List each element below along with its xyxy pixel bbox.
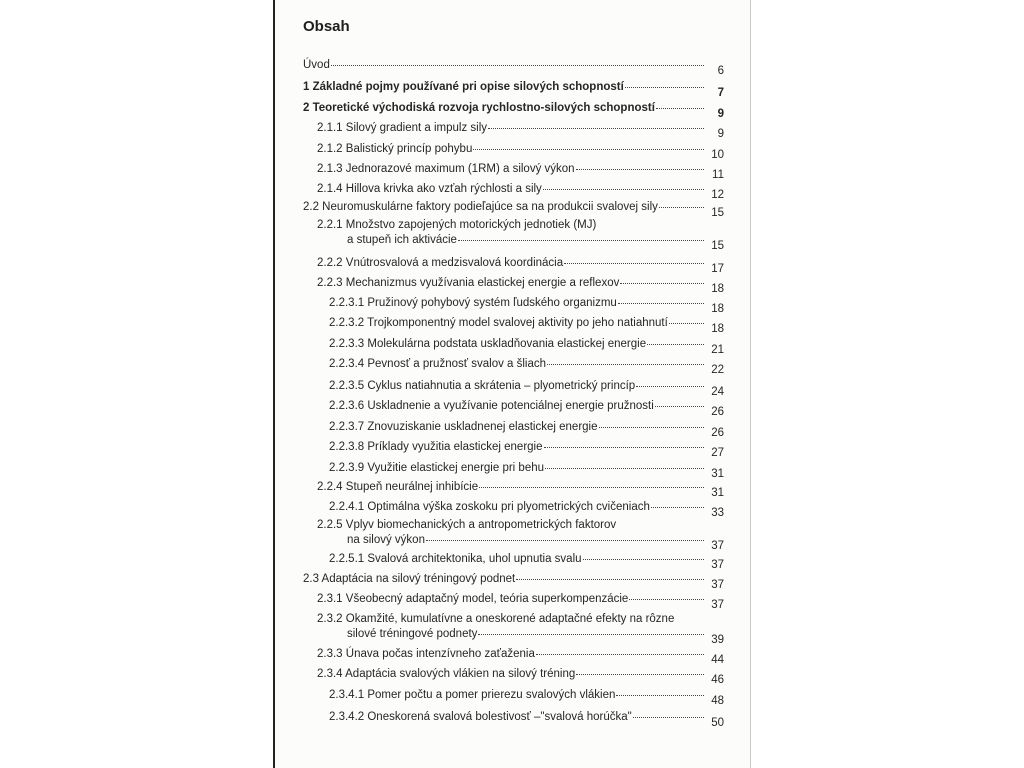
toc-entry (303, 80, 724, 99)
toc-page-number: 9 (717, 108, 724, 120)
toc-entry-row (329, 399, 724, 418)
dot-leader (659, 207, 704, 208)
dot-leader (544, 447, 705, 448)
toc-page-number: 9 (717, 128, 724, 140)
toc-entry-title: 2.3.4 Adaptácia svalových vlákien na silový tréning (317, 668, 576, 680)
toc-entry-row (303, 200, 724, 219)
toc-entry (329, 316, 724, 335)
toc-entry (303, 200, 724, 219)
toc-entry-title: 2.2.3.8 Príklady využitia elastickej energie (329, 441, 543, 453)
toc-entry-row (317, 182, 724, 201)
toc-entry-row (329, 500, 724, 519)
toc-entry (329, 710, 724, 729)
dot-leader (547, 364, 704, 365)
dot-leader (629, 599, 704, 600)
toc-entry-title: 2.3.4.1 Pomer počtu a pomer prierezu svalových vlákien (329, 689, 616, 701)
toc-entry-title: 2.2 Neuromuskulárne faktory podieľajúce sa na produkcii svalovej sily (303, 201, 658, 213)
toc-page-number: 18 (711, 323, 724, 335)
toc-entry (303, 58, 724, 77)
toc-page-number: 10 (711, 149, 724, 161)
dot-leader (656, 108, 704, 109)
toc-entry (329, 420, 724, 439)
toc-entry (317, 162, 724, 181)
dot-leader (669, 323, 704, 324)
toc-entry-title: 2.2.3.5 Cyklus natiahnutia a skrátenia – plyometrický princíp (329, 380, 636, 392)
toc-page-number: 15 (711, 240, 724, 253)
toc-entry-title: 2.2.5.1 Svalová architektonika, uhol upnutia svalu (329, 553, 582, 565)
toc-entry-row (317, 533, 724, 553)
toc-entry-title: 2.1.4 Hillova krivka ako vzťah rýchlosti a sily (317, 183, 542, 195)
toc-page-number: 37 (711, 579, 724, 591)
toc-entry-title: 2.3 Adaptácia na silový tréningový podnet (303, 573, 516, 585)
toc-entry (329, 379, 724, 398)
toc-entry (317, 256, 724, 275)
toc-entry-row (303, 101, 724, 120)
toc-entry-row (303, 80, 724, 99)
toc-entry-row (317, 142, 724, 161)
toc-entry (317, 218, 724, 253)
toc-page-number: 26 (711, 427, 724, 439)
dot-leader (543, 189, 704, 190)
toc-entry (329, 337, 724, 356)
toc-entry (329, 357, 724, 376)
toc-entry-title: 2.2.3 Mechanizmus využívania elastickej energie a reflexov (317, 277, 620, 289)
toc-entry-title: Úvod (303, 59, 330, 71)
dot-leader (647, 344, 704, 345)
toc-page-number: 15 (711, 207, 724, 219)
dot-leader (473, 149, 704, 150)
toc-entry-title: 2.2.3.4 Pevnosť a pružnosť svalov a šliach (329, 358, 547, 370)
toc-entry (317, 612, 724, 647)
toc-entry-title: 2.3.3 Únava počas intenzívneho zaťaženia (317, 648, 535, 660)
dot-leader (478, 634, 704, 635)
toc-page-number: 50 (711, 717, 724, 729)
toc-entry-title: silové tréningové podnety (347, 628, 478, 641)
dot-leader (583, 559, 704, 560)
toc-entry-row (317, 276, 724, 295)
dot-leader (636, 386, 704, 387)
toc-page-number: 48 (711, 695, 724, 707)
dot-leader (488, 128, 704, 129)
book-page (273, 0, 751, 768)
toc-entry-row (317, 233, 724, 253)
dot-leader (599, 427, 705, 428)
toc-entry (317, 182, 724, 201)
toc-entry-row (317, 480, 724, 499)
toc-entry-row (329, 688, 724, 707)
toc-page-number: 18 (711, 303, 724, 315)
toc-page-number: 39 (711, 634, 724, 647)
dot-leader (651, 507, 704, 508)
toc-entry-row (329, 357, 724, 376)
dot-leader (545, 468, 704, 469)
dot-leader (625, 87, 704, 88)
toc-entry (329, 461, 724, 480)
toc-entry-title: 2.2.4.1 Optimálna výška zoskoku pri plyometrických cvičeniach (329, 501, 650, 513)
toc-entry (317, 592, 724, 611)
toc-entry-row (317, 121, 724, 140)
toc-entry-row (329, 337, 724, 356)
toc-page-number: 11 (712, 169, 724, 181)
toc-page-number: 31 (711, 468, 724, 480)
toc-page-number: 7 (717, 87, 724, 99)
toc-page-number: 6 (717, 65, 724, 77)
toc-page-number: 33 (711, 507, 724, 519)
dot-leader (633, 717, 704, 718)
toc-page-number: 27 (711, 447, 724, 459)
toc-entry-title: 2.1.1 Silový gradient a impulz sily (317, 122, 488, 134)
toc-entry-row (317, 592, 724, 611)
toc-entry-row (317, 162, 724, 181)
toc-entry-title: 2.3.1 Všeobecný adaptačný model, teória superkompenzácie (317, 593, 629, 605)
toc-entry-row (329, 420, 724, 439)
toc-page-number: 24 (711, 386, 724, 398)
toc-page-number: 37 (711, 599, 724, 611)
toc-entry-row (329, 379, 724, 398)
dot-leader (576, 674, 704, 675)
toc-entry-row (303, 572, 724, 591)
toc-entry-row (329, 440, 724, 459)
toc-entry (317, 121, 724, 140)
toc-entry-title: 1 Základné pojmy používané pri opise silových schopností (303, 81, 624, 93)
toc-entry-title-line: 2.2.5 Vplyv biomechanických a antropometrických faktorov (317, 519, 617, 531)
toc-entry-title-line: 2.2.1 Množstvo zapojených motorických jednotiek (MJ) (317, 219, 597, 231)
toc-entry (329, 552, 724, 571)
toc-entry (329, 296, 724, 315)
toc-entry (303, 572, 724, 591)
toc-entry (317, 142, 724, 161)
dot-leader (620, 283, 704, 284)
toc-entry-row (317, 256, 724, 275)
toc-entry-title: 2.2.3.1 Pružinový pohybový systém ľudského organizmu (329, 297, 617, 309)
toc-entry-row (329, 552, 724, 571)
toc-entry (329, 500, 724, 519)
toc-page-number: 37 (711, 559, 724, 571)
toc-entry-title: na silový výkon (347, 534, 425, 547)
toc-page-number: 21 (711, 344, 724, 356)
toc-entry-title: 2.1.2 Balistický princíp pohybu (317, 143, 473, 155)
toc-page-number: 31 (711, 487, 724, 499)
toc-entry-title-line: 2.3.2 Okamžité, kumulatívne a oneskorené adaptačné efekty na rôzne (317, 613, 675, 625)
dot-leader (331, 65, 704, 66)
toc-entry-row (329, 710, 724, 729)
toc-entry-title: 2.1.3 Jednorazové maximum (1RM) a silový výkon (317, 163, 575, 175)
toc-entry-title: 2 Teoretické východiská rozvoja rychlostno-silových schopností (303, 102, 655, 114)
toc-entry-title: 2.2.4 Stupeň neurálnej inhibície (317, 481, 479, 493)
toc-entry (329, 399, 724, 418)
toc-entry-row (317, 667, 724, 686)
toc-entry-title: 2.2.3.3 Molekulárna podstata uskladňovania elastickej energie (329, 338, 647, 350)
toc-entry-row (317, 627, 724, 647)
dot-leader (536, 654, 704, 655)
toc-entry-row (317, 647, 724, 666)
dot-leader (576, 169, 704, 170)
toc-entry (317, 647, 724, 666)
toc-entry (329, 440, 724, 459)
toc-entry-row (303, 58, 724, 77)
page-title: Obsah (303, 18, 350, 35)
toc-entry (317, 667, 724, 686)
dot-leader (458, 240, 704, 241)
toc-entry-title: a stupeň ich aktivácie (347, 234, 457, 247)
toc-page-number: 46 (711, 674, 724, 686)
toc-entry (329, 688, 724, 707)
toc-page-number: 18 (711, 283, 724, 295)
toc-entry-row (329, 296, 724, 315)
toc-entry (317, 518, 724, 553)
toc-entry (303, 101, 724, 120)
toc-page-number: 17 (711, 263, 724, 275)
toc-page-number: 44 (711, 654, 724, 666)
toc-entry-title: 2.2.3.9 Využitie elastickej energie pri behu (329, 462, 545, 474)
toc-entry-title: 2.2.2 Vnútrosvalová a medzisvalová koordinácia (317, 257, 564, 269)
toc-entry-title: 2.2.3.2 Trojkomponentný model svalovej aktivity po jeho natiahnutí (329, 317, 668, 329)
toc-entry-title: 2.2.3.7 Znovuziskanie uskladnenej elastickej energie (329, 421, 598, 433)
toc-page-number: 22 (711, 364, 724, 376)
toc-entry-row (329, 316, 724, 335)
dot-leader (564, 263, 704, 264)
toc-page-number: 12 (711, 189, 724, 201)
dot-leader (616, 695, 704, 696)
toc-entry (317, 276, 724, 295)
toc-entry-row (329, 461, 724, 480)
toc-page-number: 26 (711, 406, 724, 418)
dot-leader (479, 487, 704, 488)
toc-entry-title: 2.3.4.2 Oneskorená svalová bolestivosť –"svalová horúčka" (329, 711, 632, 723)
toc-page-number: 37 (711, 540, 724, 553)
dot-leader (618, 303, 704, 304)
toc-entry-title: 2.2.3.6 Uskladnenie a využívanie potenciálnej energie pružnosti (329, 400, 654, 412)
dot-leader (516, 579, 704, 580)
dot-leader (426, 540, 704, 541)
dot-leader (655, 406, 704, 407)
toc-entry (317, 480, 724, 499)
table-of-contents (275, 0, 750, 768)
